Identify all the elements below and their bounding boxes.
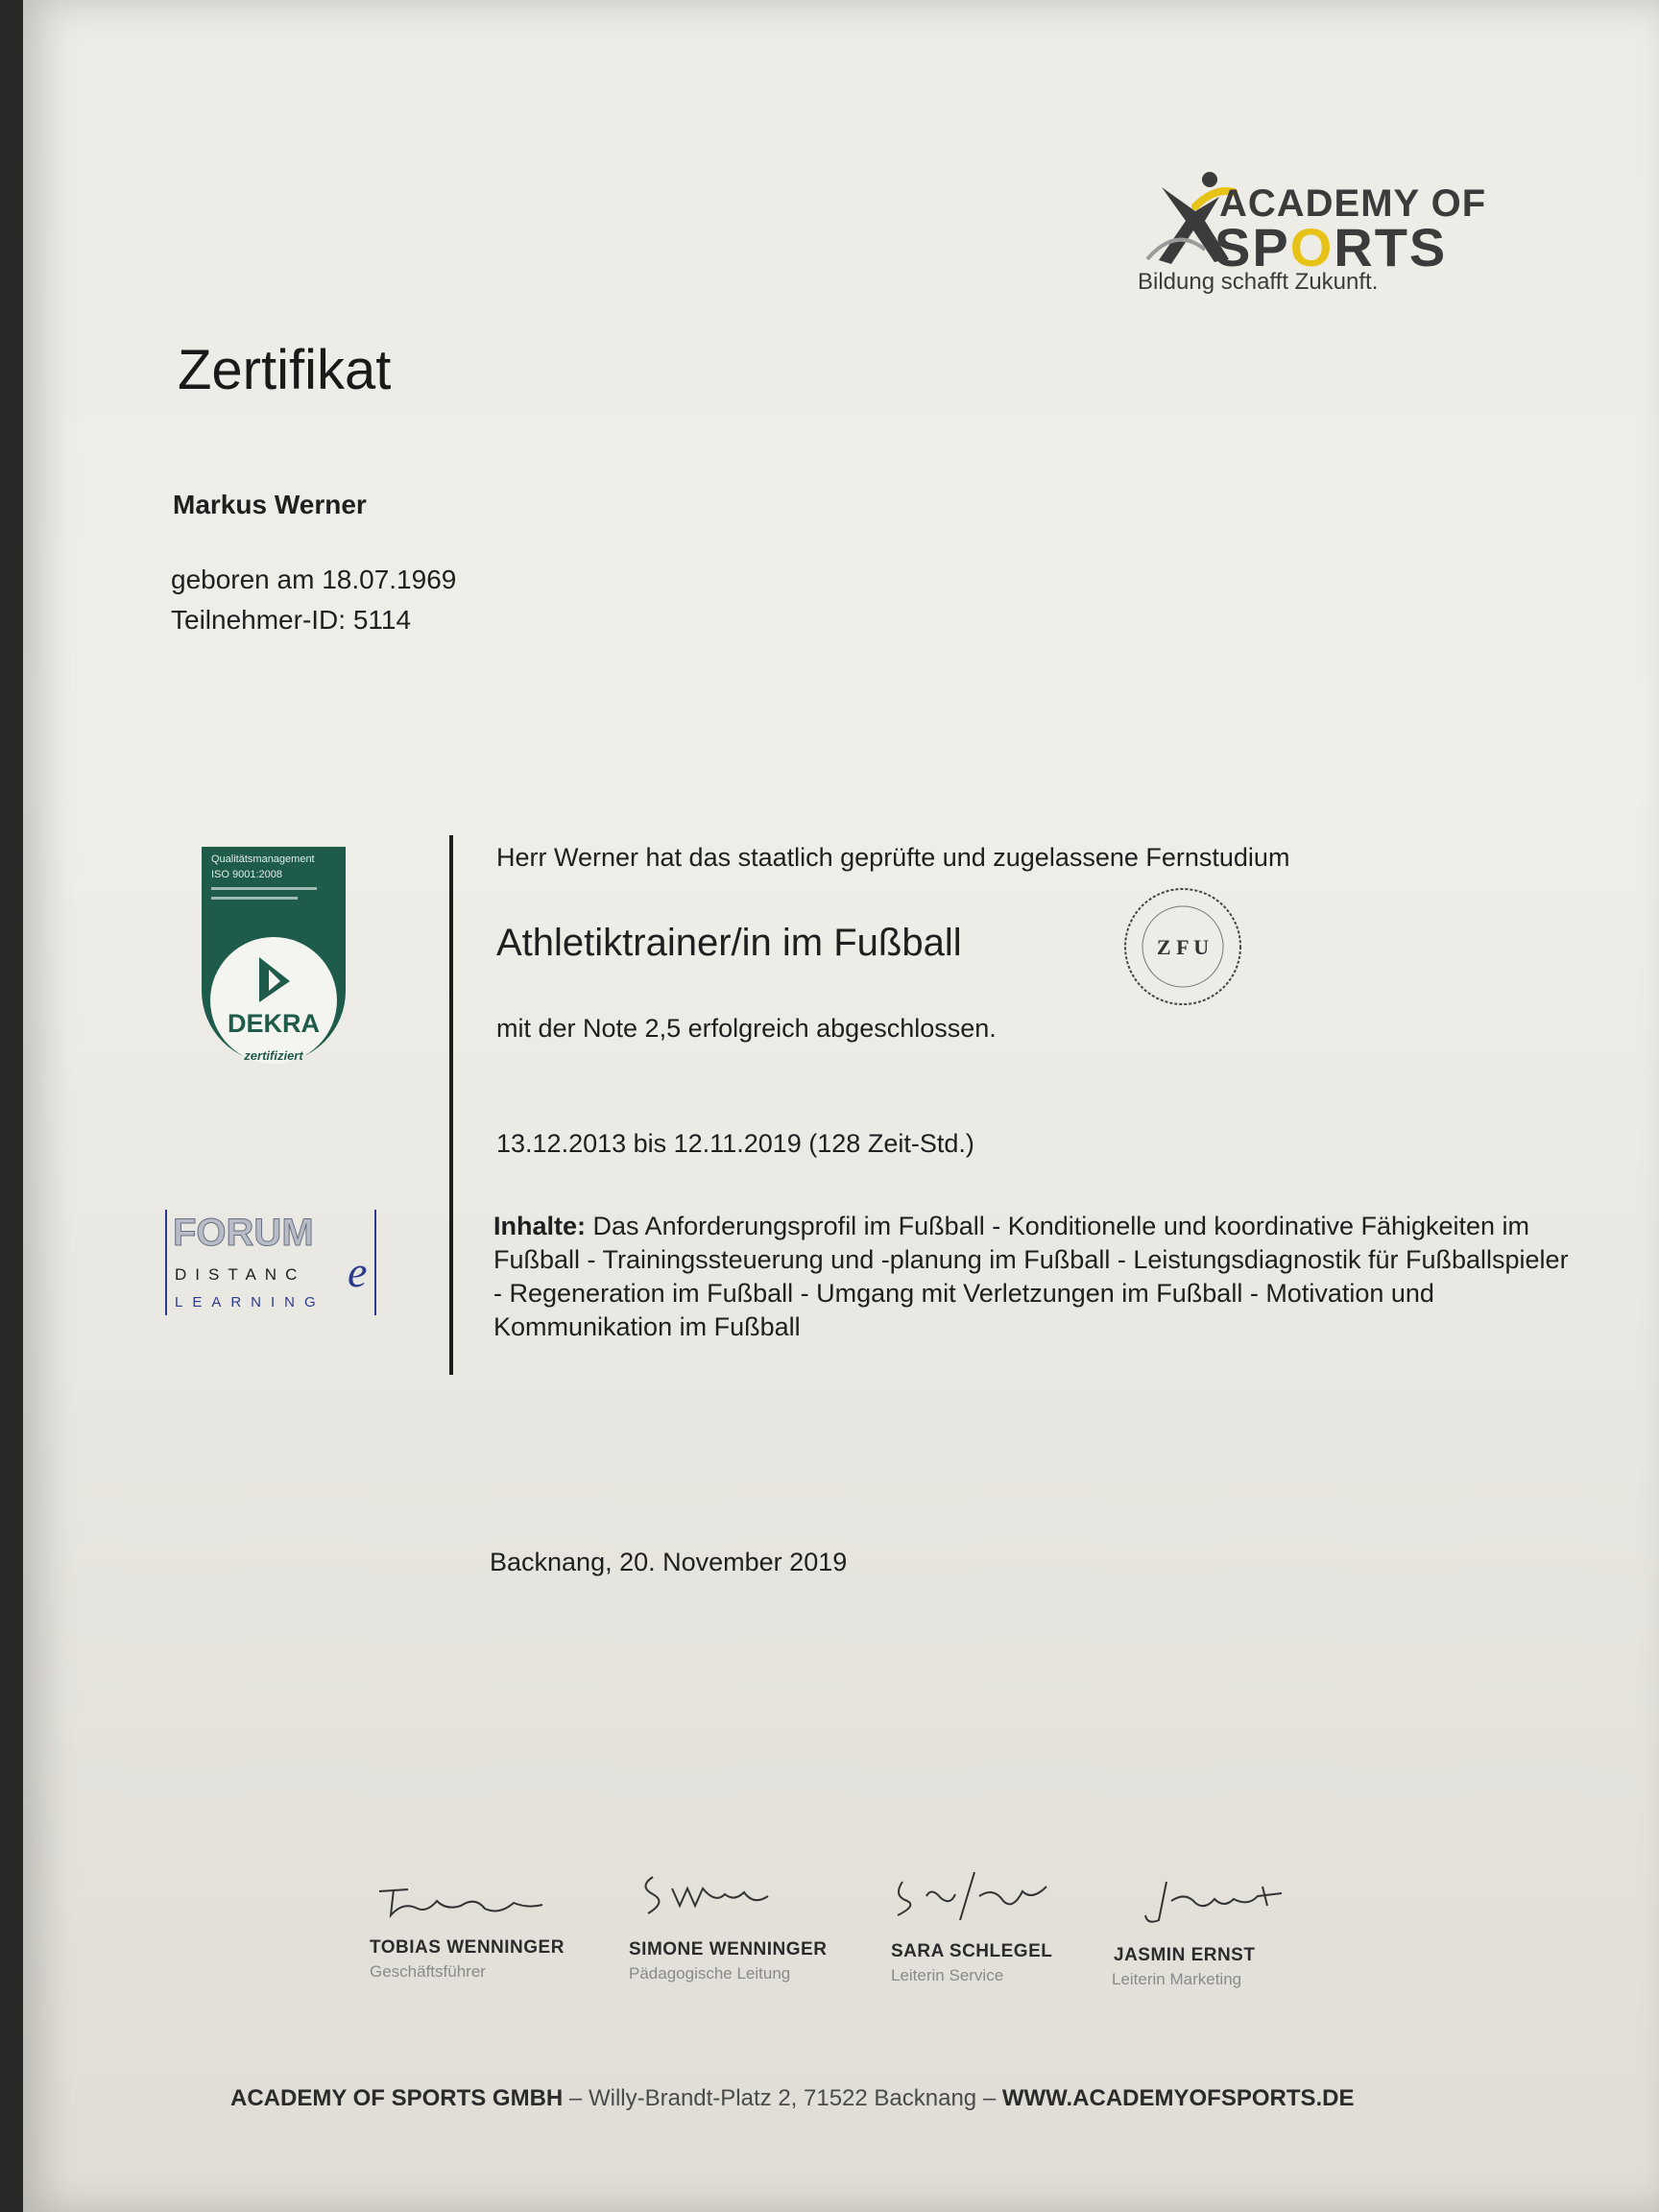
- signatory-name: SIMONE WENNINGER: [629, 1939, 828, 1960]
- course-period: 13.12.2013 bis 12.11.2019 (128 Zeit-Std.): [496, 1129, 974, 1158]
- course-title: Athletiktrainer/in im Fußball: [496, 922, 962, 964]
- signatory-name: JASMIN ERNST: [1114, 1945, 1256, 1965]
- signature-sara-schlegel: [888, 1867, 1080, 1925]
- signatory-name: SARA SCHLEGEL: [891, 1941, 1053, 1961]
- certificate-title: Zertifikat: [178, 339, 392, 401]
- certificate-page: [23, 0, 1659, 2212]
- place-and-date: Backnang, 20. November 2019: [490, 1548, 848, 1576]
- grade-text: mit der Note 2,5 erfolgreich abgeschlossen.: [496, 1014, 997, 1043]
- logo-line-2: SPORTS: [1214, 217, 1448, 277]
- signatory-role: Leiterin Marketing: [1112, 1970, 1242, 1988]
- forum-top-text: FORUM: [173, 1212, 314, 1254]
- forum-distance-learning-logo: [165, 1205, 396, 1320]
- logo-line-1: ACADEMY OF: [1219, 182, 1487, 225]
- participant-id: Teilnehmer-ID: 5114: [171, 605, 412, 635]
- footer-website: WWW.ACADEMYOFSPORTS.DE: [1001, 2085, 1355, 2111]
- footer-address: Willy-Brandt-Platz 2, 71522 Backnang: [588, 2085, 977, 2111]
- logo-tagline: Bildung schafft Zukunft.: [1138, 269, 1379, 295]
- dekra-cert-text: zertifiziert: [244, 1048, 303, 1063]
- signatory-role: Geschäftsführer: [370, 1962, 486, 1981]
- footer: ACADEMY OF SPORTS GMBH – Willy-Brandt-Platz 2, 71522 Backnang – WWW.ACADEMYOFSPORTS.DE: [230, 2085, 1355, 2111]
- intro-text: Herr Werner hat das staatlich geprüfte und zugelassene Fernstudium: [496, 843, 1290, 872]
- forum-bottom-text: LEARNING: [175, 1294, 325, 1310]
- contents-text: Das Anforderungsprofil im Fußball - Konditionelle und koordinative Fähigkeiten im Fußball - Trainingssteuerung und -planung im Fußball - Leistungsdiagnostik für Fußballspieler - Regeneration im Fußball - Umgang mit Verletzungen im Fußball - Motivation und Kommunikation im Fußball: [493, 1212, 1569, 1341]
- dekra-name-text: DEKRA: [227, 1009, 321, 1038]
- signatory-role: Pädagogische Leitung: [629, 1964, 791, 1983]
- birth-date: geboren am 18.07.1969: [171, 565, 457, 594]
- footer-company: ACADEMY OF SPORTS GMBH: [230, 2085, 564, 2111]
- forum-mid-text: DISTANC: [175, 1265, 306, 1284]
- zfu-letters-text: Z F U: [1156, 935, 1210, 959]
- zfu-approval-stamp: [1121, 885, 1244, 1008]
- contents-label: Inhalte:: [493, 1212, 587, 1240]
- vertical-divider: [449, 835, 453, 1375]
- signature-simone-wenninger: [634, 1867, 826, 1925]
- recipient-name: Markus Werner: [173, 490, 367, 519]
- dekra-certification-badge: [202, 847, 346, 1073]
- dekra-iso-text: ISO 9001:2008: [211, 869, 283, 880]
- forum-e-text: e: [348, 1247, 368, 1296]
- signature-jasmin-ernst: [1138, 1872, 1330, 1930]
- signatory-role: Leiterin Service: [891, 1966, 1004, 1984]
- signature-tobias-wenninger: [370, 1872, 562, 1930]
- course-contents: [493, 1210, 1569, 1344]
- signatory-name: TOBIAS WENNINGER: [370, 1937, 565, 1958]
- dekra-header-text: Qualitätsmanagement: [211, 854, 315, 865]
